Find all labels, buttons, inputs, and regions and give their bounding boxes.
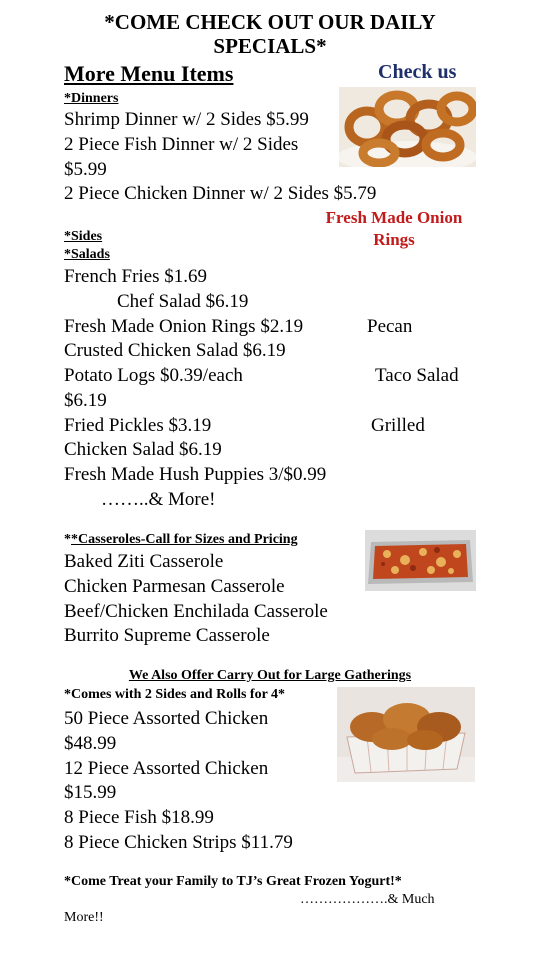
menu-item: Taco Salad [375, 365, 459, 386]
menu-item: $5.99 [64, 159, 107, 180]
sides-heading: *Sides [64, 229, 103, 244]
menu-item: Potato Logs $0.39/each [64, 365, 243, 386]
menu-item: Grilled [371, 415, 425, 436]
menu-item: Beef/Chicken Enchilada Casserole [64, 601, 328, 622]
menu-item: $6.19 [64, 390, 107, 411]
menu-item: 8 Piece Chicken Strips $11.79 [64, 832, 293, 853]
menu-item: Shrimp Dinner w/ 2 Sides $5.99 [64, 109, 309, 130]
salads-heading: *Salads [64, 247, 110, 262]
menu-item: 12 Piece Assorted Chicken [64, 758, 269, 779]
menu-item: Burrito Supreme Casserole [64, 625, 270, 646]
menu-item: 8 Piece Fish $18.99 [64, 807, 214, 828]
menu-item: Chicken Parmesan Casserole [64, 576, 285, 597]
footer-line-1: *Come Treat your Family to TJ’s Great Frozen Yogurt!* [64, 874, 402, 889]
menu-item: 2 Piece Chicken Dinner w/ 2 Sides $5.79 [64, 183, 377, 204]
menu-item: $48.99 [64, 733, 117, 754]
header-line-2: SPECIALS* [213, 34, 327, 58]
menu-item: Chef Salad $6.19 [117, 291, 249, 312]
menu-item: 2 Piece Fish Dinner w/ 2 Sides [64, 134, 299, 155]
menu-item: Chicken Salad $6.19 [64, 439, 222, 460]
menu-item: ……..& More! [101, 489, 216, 510]
menu-item: Baked Ziti Casserole [64, 551, 224, 572]
onion-caption-line-2: Rings [373, 230, 415, 249]
menu-item: Fresh Made Hush Puppies 3/$0.99 [64, 464, 327, 485]
header-line-1: *COME CHECK OUT OUR DAILY [104, 10, 436, 34]
dinners-heading: *Dinners [64, 91, 119, 106]
casserole-photo [365, 530, 476, 591]
fried-chicken-photo [337, 687, 475, 782]
menu-item: Crusted Chicken Salad $6.19 [64, 340, 286, 361]
carry-out-heading: We Also Offer Carry Out for Large Gatherings [128, 668, 412, 683]
menu-item: $15.99 [64, 782, 117, 803]
menu-item: Pecan [367, 316, 413, 337]
carry-out-subheading: *Comes with 2 Sides and Rolls for 4* [64, 687, 286, 702]
onion-rings-photo [339, 87, 476, 167]
menu-item: Fried Pickles $3.19 [64, 415, 212, 436]
footer-line-3: More!! [64, 910, 104, 925]
onion-caption-line-1: Fresh Made Onion [325, 208, 463, 227]
more-menu-heading: More Menu Items [64, 61, 234, 86]
casseroles-heading: **Casseroles-Call for Sizes and Pricing [64, 532, 298, 547]
menu-item: 50 Piece Assorted Chicken [64, 708, 269, 729]
check-us-text: Check us [378, 61, 457, 83]
menu-item: Fresh Made Onion Rings $2.19 [64, 316, 304, 337]
footer-line-2: ……………….& Much [300, 892, 435, 907]
menu-item: French Fries $1.69 [64, 266, 208, 287]
